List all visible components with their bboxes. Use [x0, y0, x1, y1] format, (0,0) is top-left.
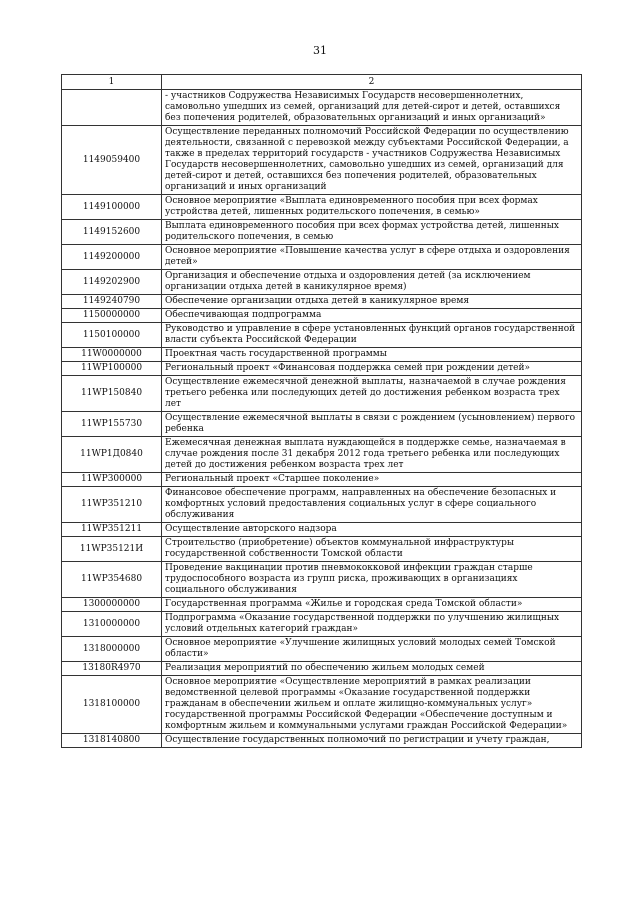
description-cell: Обеспечивающая подпрограмма [162, 309, 582, 323]
description-cell: Осуществление переданных полномочий Российской Федерации по осуществлению деятельности, связанной с перевозкой между субъектами Российской Федерации, а также в пределах территорий государств - участников Содружества Независимых Государств несовершеннолетних, самовольно ушедших из семей, организаций для детей-сирот и детей, оставшихся без попечения родителей, образовательных организаций и иных организаций [162, 126, 582, 195]
code-cell [62, 90, 162, 126]
description-cell: Обеспечение организации отдыха детей в каникулярное время [162, 295, 582, 309]
table-row [62, 245, 582, 270]
description-cell: Реализация мероприятий по обеспечению жильем молодых семей [162, 662, 582, 676]
description-cell: Осуществление ежемесячной денежной выплаты, назначаемой в случае рождения третьего ребенка или последующих детей до достижения ребенком возраста трех лет [162, 376, 582, 412]
description-cell: Проведение вакцинации против пневмококковой инфекции граждан старше трудоспособного возраста из групп риска, проживающих в организациях социального обслуживания [162, 562, 582, 598]
description-cell: Основное мероприятие «Выплата единовременного пособия при всех формах устройства детей, лишенных родительского попечения, в семью» [162, 195, 582, 220]
description-cell: Основное мероприятие «Улучшение жилищных условий молодых семей Томской области» [162, 637, 582, 662]
code-cell: 1149202900 [62, 270, 162, 295]
code-cell: 1149059400 [62, 126, 162, 195]
table-row [62, 473, 582, 487]
table-row [62, 220, 582, 245]
description-cell: Основное мероприятие «Повышение качества услуг в сфере отдыха и оздоровления детей» [162, 245, 582, 270]
table-row [62, 323, 582, 348]
description-cell: Осуществление государственных полномочий по регистрации и учету граждан, [162, 734, 582, 748]
table-row [62, 676, 582, 734]
table-row [62, 126, 582, 195]
table-row [62, 348, 582, 362]
code-cell: 1318000000 [62, 637, 162, 662]
code-cell: 1318140800 [62, 734, 162, 748]
code-cell: 1149240790 [62, 295, 162, 309]
table-row [62, 362, 582, 376]
description-cell: Региональный проект «Старшее поколение» [162, 473, 582, 487]
table-row [62, 90, 582, 126]
code-cell: 11WP351211 [62, 523, 162, 537]
description-cell: Организация и обеспечение отдыха и оздоровления детей (за исключением организации отдыха детей в каникулярное время) [162, 270, 582, 295]
description-cell: Осуществление авторского надзора [162, 523, 582, 537]
code-cell: 13180R4970 [62, 662, 162, 676]
description-cell: Региональный проект «Финансовая поддержка семей при рождении детей» [162, 362, 582, 376]
table-header-row [62, 75, 582, 90]
table-row [62, 734, 582, 748]
table-row [62, 523, 582, 537]
code-cell: 11WP100000 [62, 362, 162, 376]
table-row [62, 376, 582, 412]
table-row [62, 412, 582, 437]
code-cell: 11WP300000 [62, 473, 162, 487]
table-row [62, 295, 582, 309]
code-cell: 1149200000 [62, 245, 162, 270]
description-cell: Выплата единовременного пособия при всех формах устройства детей, лишенных родительского попечения, в семью [162, 220, 582, 245]
classification-table [61, 74, 582, 748]
table-row [62, 537, 582, 562]
description-cell: Строительство (приобретение) объектов коммунальной инфраструктуры государственной собственности Томской области [162, 537, 582, 562]
table-row [62, 487, 582, 523]
code-cell: 11WP1Д0840 [62, 437, 162, 473]
table-row [62, 270, 582, 295]
table-row [62, 612, 582, 637]
column-header-description: 2 [162, 75, 582, 90]
code-cell: 11WP155730 [62, 412, 162, 437]
table-row [62, 562, 582, 598]
description-cell: Подпрограмма «Оказание государственной поддержки по улучшению жилищных условий отдельных категорий граждан» [162, 612, 582, 637]
code-cell: 1300000000 [62, 598, 162, 612]
code-cell: 1150000000 [62, 309, 162, 323]
description-cell: Проектная часть государственной программы [162, 348, 582, 362]
description-cell: Ежемесячная денежная выплата нуждающейся в поддержке семье, назначаемая в случае рождения после 31 декабря 2012 года третьего ребенка или последующих детей до достижения ребенком возраста трех лет [162, 437, 582, 473]
code-cell: 11W0000000 [62, 348, 162, 362]
code-cell: 11WP351210 [62, 487, 162, 523]
column-header-code: 1 [62, 75, 162, 90]
description-cell: Финансовое обеспечение программ, направленных на обеспечение безопасных и комфортных условий предоставления социальных услуг в сфере социального обслуживания [162, 487, 582, 523]
table-row [62, 195, 582, 220]
code-cell: 1150100000 [62, 323, 162, 348]
table-row [62, 437, 582, 473]
code-cell: 11WP35121И [62, 537, 162, 562]
code-cell: 1310000000 [62, 612, 162, 637]
description-cell: Осуществление ежемесячной выплаты в связи с рождением (усыновлением) первого ребенка [162, 412, 582, 437]
code-cell: 1149152600 [62, 220, 162, 245]
code-cell: 1149100000 [62, 195, 162, 220]
table-row [62, 598, 582, 612]
table-row [62, 637, 582, 662]
description-cell: - участников Содружества Независимых Государств несовершеннолетних, самовольно ушедших из семей, организаций для детей-сирот и детей, оставшихся без попечения родителей, образовательных организаций и иных организаций» [162, 90, 582, 126]
description-cell: Государственная программа «Жилье и городская среда Томской области» [162, 598, 582, 612]
code-cell: 1318100000 [62, 676, 162, 734]
table-row [62, 662, 582, 676]
code-cell: 11WP150840 [62, 376, 162, 412]
code-cell: 11WP354680 [62, 562, 162, 598]
description-cell: Основное мероприятие «Осуществление мероприятий в рамках реализации ведомственной целевой программы «Оказание государственной поддержки гражданам в обеспечении жильем и оплате жилищно-коммунальных услуг» государственной программы Российской Федерации «Обеспечение доступным и комфортным жильем и коммунальными услугами граждан Российской Федерации» [162, 676, 582, 734]
table-row [62, 309, 582, 323]
page-number: 31 [313, 44, 327, 57]
description-cell: Руководство и управление в сфере установленных функций органов государственной власти субъекта Российской Федерации [162, 323, 582, 348]
